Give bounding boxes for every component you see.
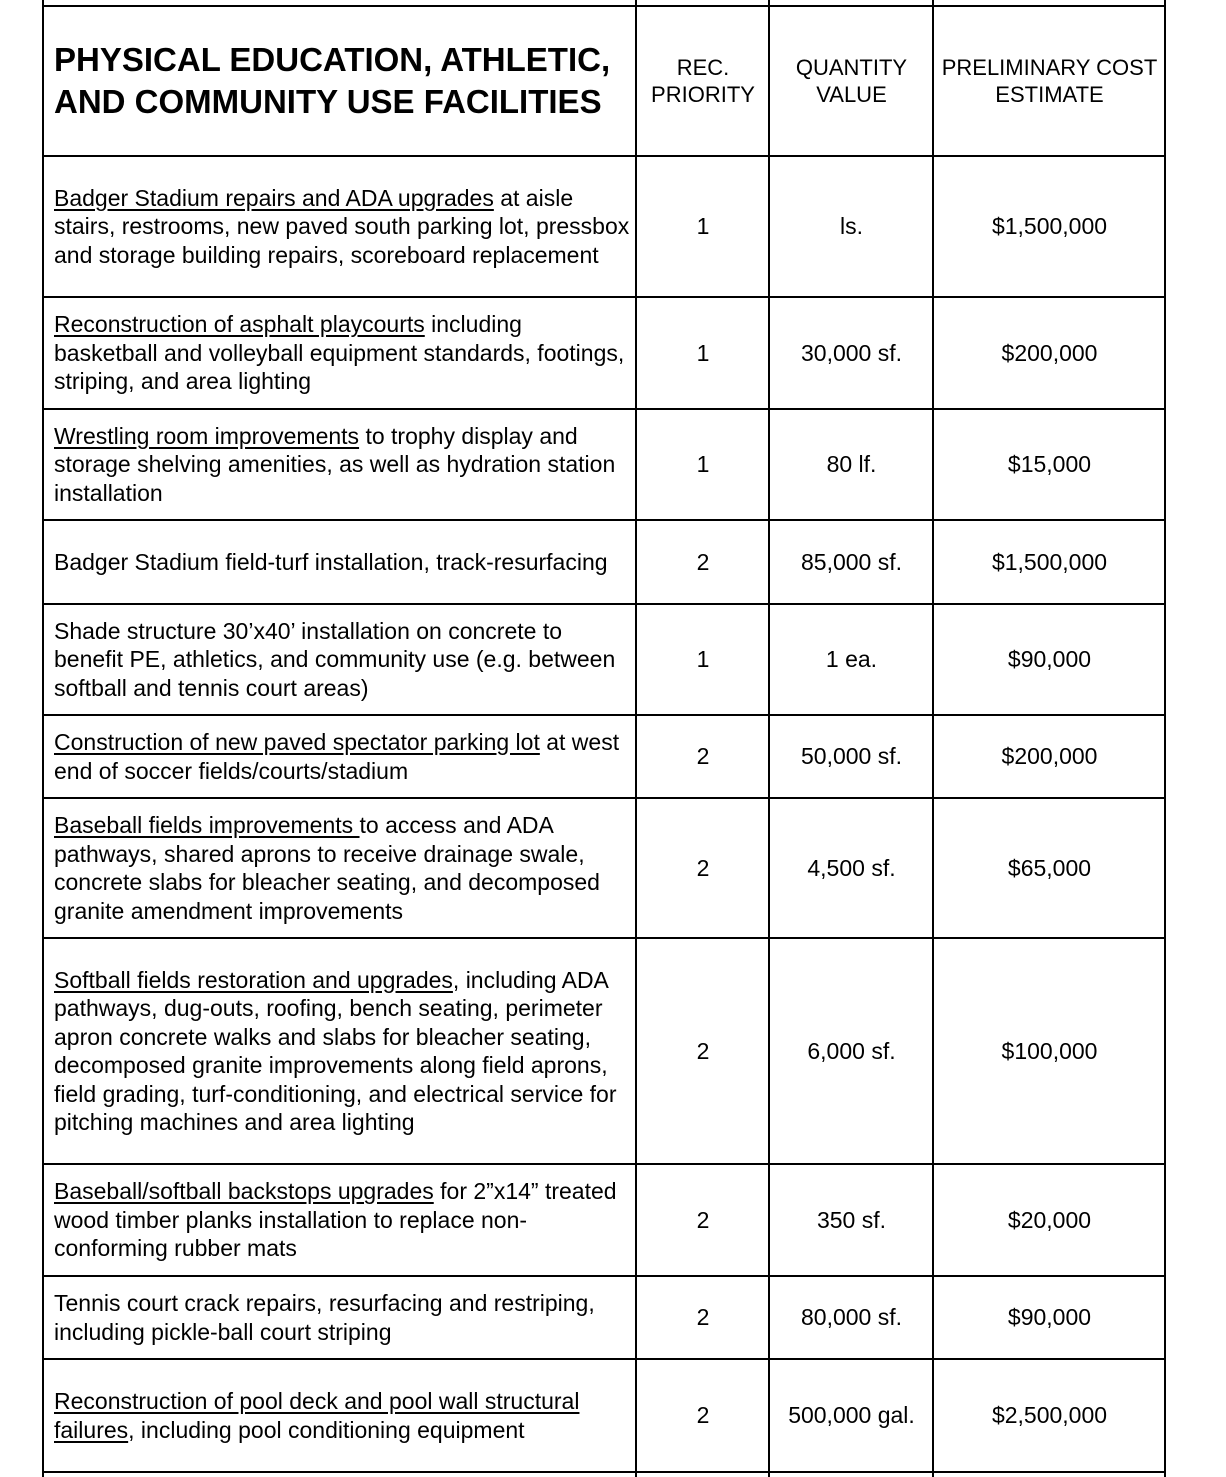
row-description	[54, 939, 630, 1163]
row-description	[54, 1165, 630, 1275]
column-header-priority: REC. PRIORITY	[651, 55, 755, 107]
cost-cell: $1,500,000	[991, 213, 1108, 239]
cost-cell: $90,000	[1007, 1304, 1092, 1330]
cost-cell: $20,000	[1007, 1206, 1092, 1233]
row-description	[54, 298, 630, 408]
quantity-cell: 350 sf.	[816, 1206, 887, 1233]
row-description	[54, 157, 630, 296]
cost-cell: $2,500,000	[991, 1402, 1108, 1428]
column-header-quantity: QUANTITY VALUE	[795, 55, 908, 107]
project-link-text: Reconstruction of pool deck and pool wall structural failures	[54, 1388, 580, 1443]
description-text: to access and ADA pathways, shared aprons to receive drainage swale, concrete slabs for bleacher seating, and decomposed granite amendment improvements	[54, 812, 600, 924]
quantity-cell: 80,000 sf.	[800, 1304, 903, 1330]
column-header-cost: PRELIMINARY COST ESTIMATE	[941, 55, 1158, 107]
priority-cell: 2	[696, 1037, 710, 1064]
cost-cell: $1,500,000	[991, 548, 1108, 575]
priority-cell: 2	[696, 854, 710, 881]
project-link-text: Baseball fields improvements	[54, 812, 360, 838]
priority-cell: 2	[696, 1304, 710, 1330]
description-text: Badger Stadium field-turf installation, track-resurfacing	[54, 548, 608, 575]
row-description	[54, 605, 630, 714]
cost-cell: $200,000	[1001, 339, 1098, 366]
quantity-cell: 4,500 sf.	[807, 854, 896, 881]
row-description	[54, 799, 630, 937]
project-link-text: Baseball/softball backstops upgrades	[54, 1178, 434, 1205]
project-link-text: Reconstruction of asphalt playcourts	[54, 311, 425, 338]
quantity-cell: 500,000 gal.	[788, 1402, 915, 1428]
row-description	[54, 521, 630, 603]
project-link-text: Badger Stadium repairs and ADA upgrades	[54, 184, 494, 211]
quantity-cell: 50,000 sf.	[800, 743, 903, 769]
row-description	[54, 1360, 630, 1471]
priority-cell: 2	[696, 743, 710, 769]
quantity-cell: 1 ea.	[825, 646, 878, 672]
priority-cell: 2	[696, 1206, 710, 1233]
description-text: Tennis court crack repairs, resurfacing and restriping, including pickle-ball court striping	[54, 1290, 595, 1345]
row-divider	[42, 1471, 1166, 1473]
row-description	[54, 410, 630, 519]
description-text: at west end of soccer fields/courts/stadium	[54, 729, 620, 784]
table-border-left	[42, 0, 44, 1477]
project-link-text: Softball fields restoration and upgrades	[54, 966, 453, 993]
priority-cell: 1	[696, 451, 710, 477]
description-text: , including ADA pathways, dug-outs, roofing, bench seating, perimeter apron concrete walks and slabs for bleacher seating, decomposed granite improvements along field aprons, field grading, turf-conditioning, and electrical service for pitching machines and area lighting	[54, 966, 617, 1135]
row-description	[54, 1277, 630, 1358]
quantity-cell: 80 lf.	[826, 451, 877, 477]
project-link-text: Construction of new paved spectator parking lot	[54, 729, 540, 755]
description-text: for 2”x14” treated wood timber planks installation to replace non-conforming rubber mats	[54, 1178, 617, 1262]
cost-cell: $100,000	[1001, 1037, 1098, 1064]
row-description	[54, 716, 630, 797]
priority-cell: 1	[696, 339, 710, 366]
description-text: to trophy display and storage shelving amenities, as well as hydration station installation	[54, 422, 616, 506]
priority-cell: 2	[696, 1402, 710, 1428]
priority-cell: 1	[696, 213, 710, 239]
cost-cell: $200,000	[1001, 743, 1098, 769]
table-title: PHYSICAL EDUCATION, ATHLETIC, AND COMMUNITY USE FACILITIES	[54, 41, 611, 120]
quantity-cell: 6,000 sf.	[807, 1037, 896, 1064]
description-text: Shade structure 30’x40’ installation on concrete to benefit PE, athletics, and community use (e.g. between softball and tennis court areas)	[54, 617, 616, 701]
description-text: , including pool conditioning equipment	[128, 1416, 525, 1443]
description-text: including basketball and volleyball equipment standards, footings, striping, and area lighting	[54, 311, 625, 395]
description-text: at aisle stairs, restrooms, new paved south parking lot, pressbox and storage building repairs, scoreboard replacement	[54, 184, 630, 268]
quantity-cell: 85,000 sf.	[800, 548, 903, 575]
cost-cell: $90,000	[1007, 646, 1092, 672]
cost-cell: $65,000	[1007, 854, 1092, 881]
priority-cell: 2	[696, 548, 710, 575]
quantity-cell: ls.	[840, 213, 863, 239]
cost-cell: $15,000	[1007, 451, 1092, 477]
quantity-cell: 30,000 sf.	[800, 339, 903, 366]
priority-cell: 1	[696, 646, 710, 672]
project-link-text: Wrestling room improvements	[54, 422, 360, 449]
